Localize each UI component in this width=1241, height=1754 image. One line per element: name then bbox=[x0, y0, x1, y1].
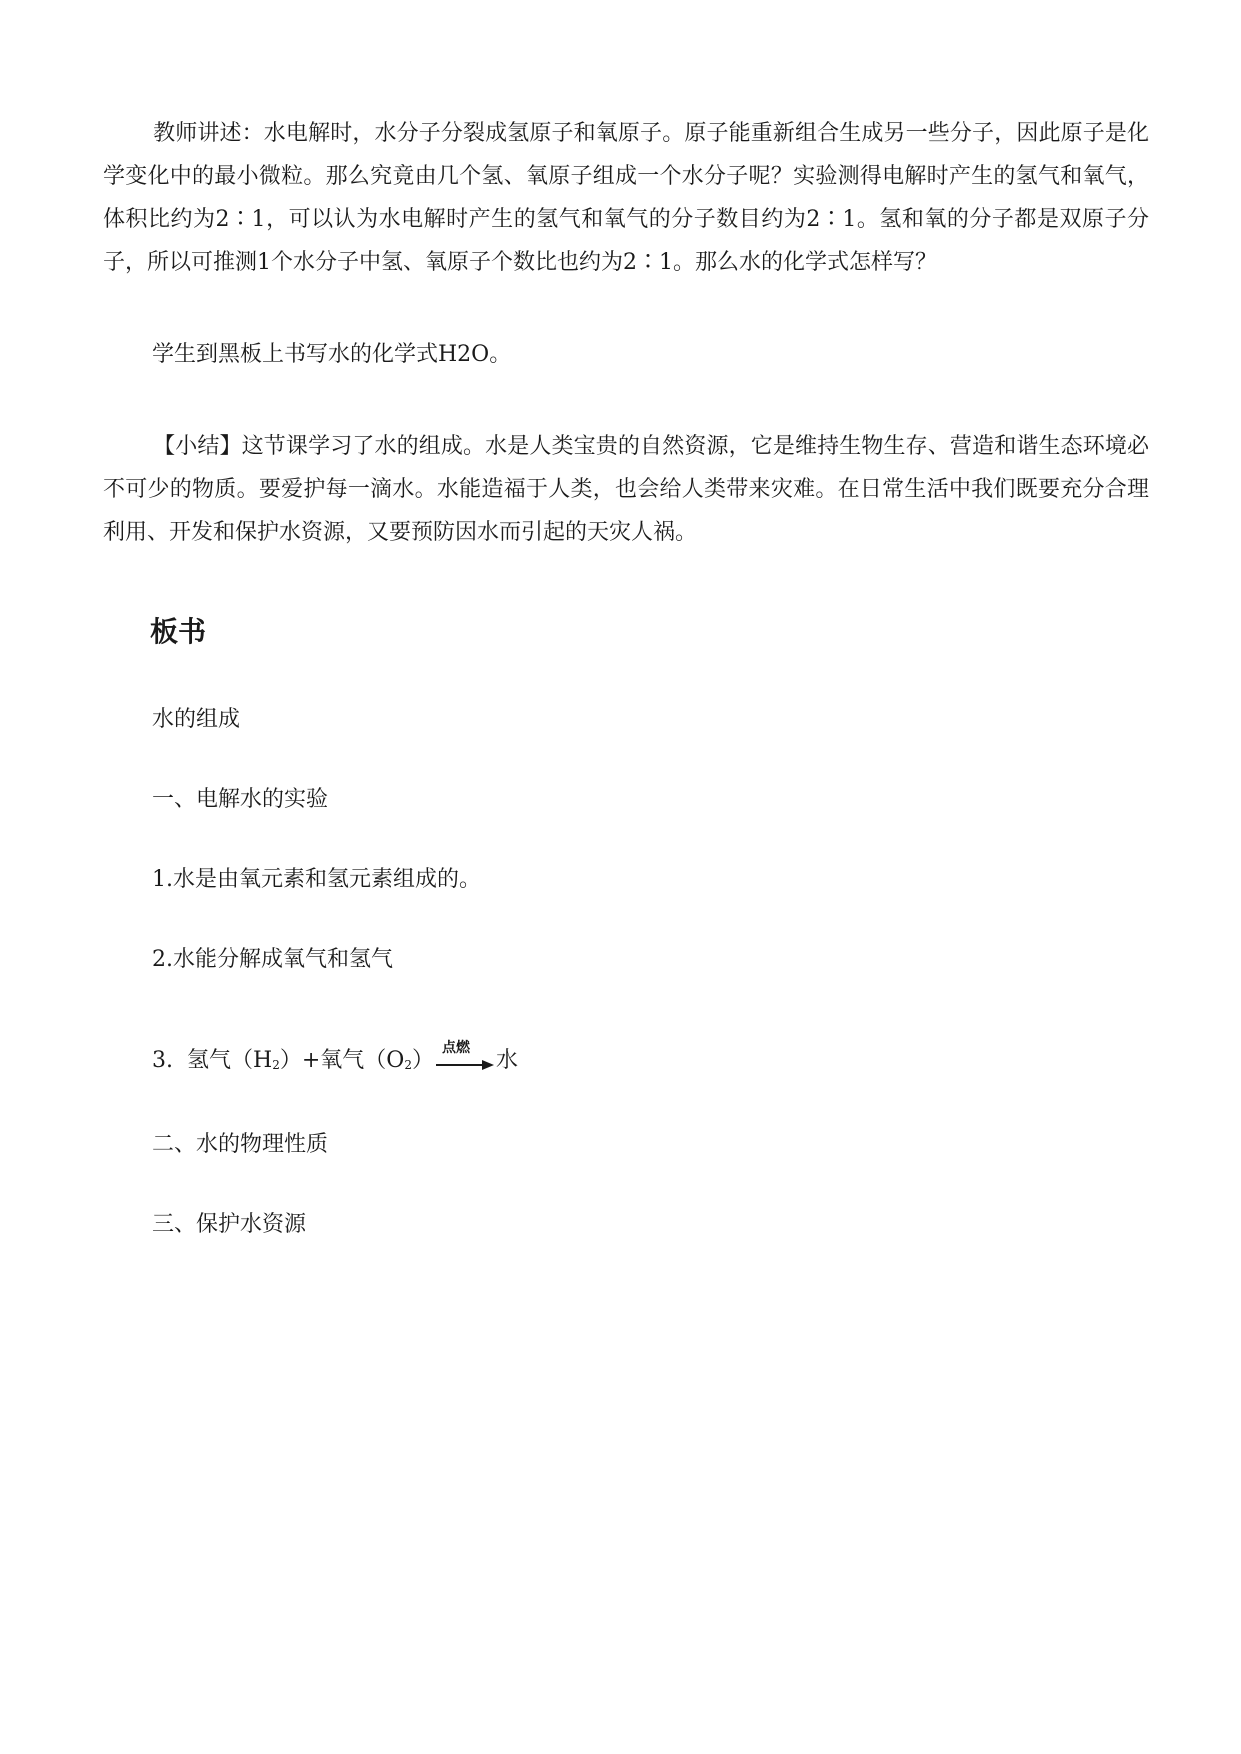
student-paragraph: 学生到黑板上书写水的化学式H2O。 bbox=[152, 342, 512, 367]
board-heading: 板书 bbox=[150, 615, 207, 648]
section-electrolysis: 一、电解水的实验 bbox=[152, 787, 329, 812]
teacher-paragraph-text: 教师讲述：水电解时，水分子分裂成氢原子和氧原子。原子能重新组合生成另一些分子，因此原子是化学变化中的最小微粒。那么究竟由几个氢、氧原子组成一个水分子呢？实验测得电解时产生的氢气和氧气，体积比约为2∶1，可以认为水电解时产生的氢气和氧气的分子数目约为2∶1。氢和氧的分子都是双原子分子，所以可推测1个水分子中氢、氧原子个数比也约为2∶1。那么水的化学式怎样写？ bbox=[103, 121, 1149, 275]
board-title: 水的组成 bbox=[152, 707, 241, 732]
reaction-formula bbox=[152, 1040, 518, 1076]
reaction-condition: 点燃 bbox=[441, 1040, 470, 1056]
item-number: 3. bbox=[152, 1048, 173, 1073]
oxygen-label: ）+氧气（O bbox=[279, 1048, 405, 1073]
hydrogen-label: 氢气（H bbox=[187, 1048, 273, 1073]
item-composition: 1.水是由氧元素和氢元素组成的。 bbox=[152, 867, 481, 892]
reaction-arrow bbox=[436, 1040, 494, 1076]
section-physical-properties: 二、水的物理性质 bbox=[152, 1132, 329, 1157]
summary-paragraph-text: 【小结】这节课学习了水的组成。水是人类宝贵的自然资源，它是维持生物生存、营造和谐生态环境必不可少的物质。要爱护每一滴水。水能造福于人类，也会给人类带来灾难。在日常生活中我们既要充分合理利用、开发和保护水资源，又要预防因水而引起的天灾人祸。 bbox=[103, 434, 1149, 545]
oxygen-subscript: 2 bbox=[404, 1058, 412, 1072]
summary-paragraph bbox=[103, 425, 1149, 554]
teacher-paragraph bbox=[103, 112, 1149, 284]
reaction-product: 水 bbox=[495, 1048, 518, 1073]
oxygen-close: ） bbox=[411, 1048, 434, 1073]
arrow-right-icon bbox=[436, 1058, 494, 1072]
section-protect-water: 三、保护水资源 bbox=[152, 1212, 307, 1237]
item-reaction bbox=[152, 1040, 518, 1076]
item-decomposition: 2.水能分解成氧气和氢气 bbox=[152, 947, 393, 972]
hydrogen-subscript: 2 bbox=[272, 1058, 280, 1072]
